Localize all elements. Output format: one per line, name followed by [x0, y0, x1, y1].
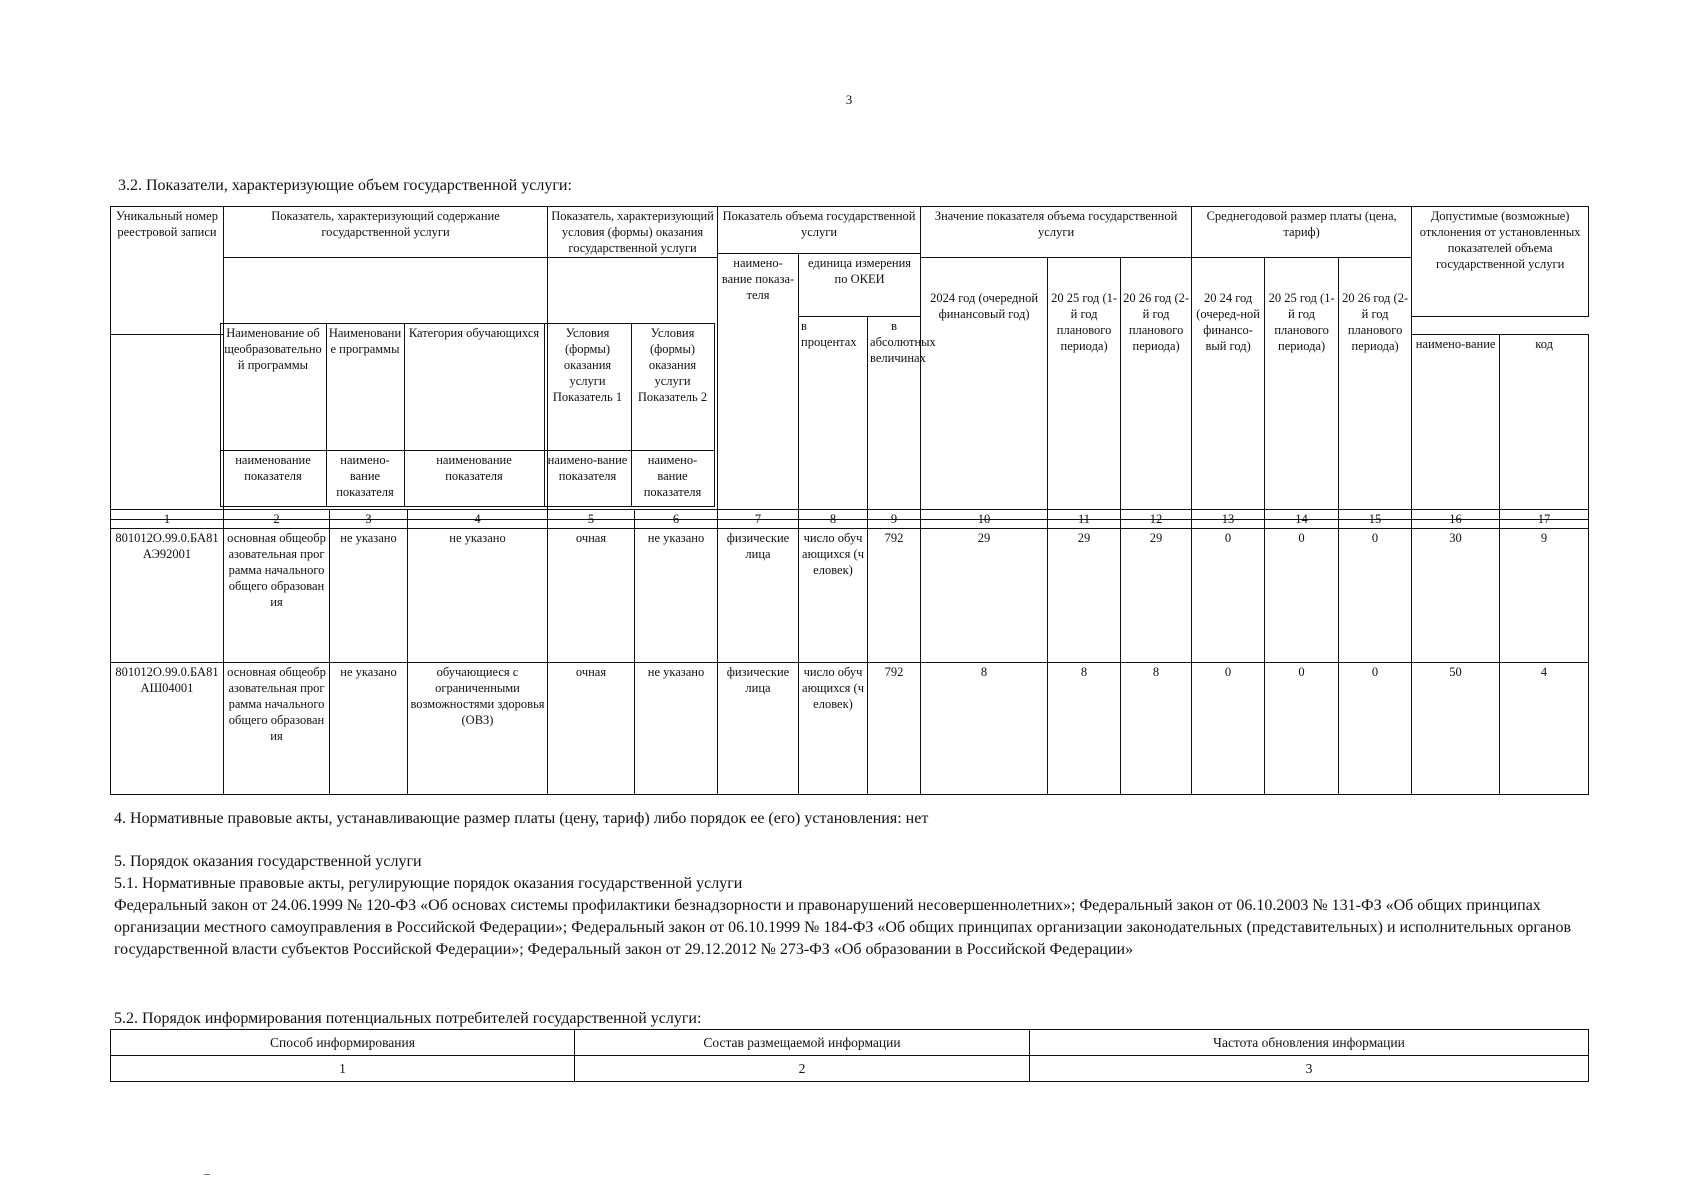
section-5-1-text: Федеральный закон от 24.06.1999 № 120-ФЗ «Об основах системы профилактики безнадзорности и правонарушений несовершеннолетних»; Федеральный закон от 06.10.2003 № 131-ФЗ «Об общих принципах организации местного самоуправления в Российской Федерации»; Федеральный закон от 06.10.1999 № 184-ФЗ «Об общих принципах организации законодательных (представительных) и исполнительных органов государственной власти субъектов Российской Федерации»; Федеральный закон от 29.12.2012 № 273-ФЗ «Об образовании в Российской Федерации» [114, 897, 1572, 958]
col-num: 17 [1500, 510, 1589, 529]
col-num: 4 [408, 510, 548, 529]
table-row [111, 529, 1589, 663]
unit-name: число обучающихся (человек) [799, 529, 868, 663]
info-header-method: Способ информирования [111, 1030, 575, 1056]
condition-1: очная [548, 529, 635, 663]
header-conditions-indicator: Показатель, характеризующий условия (формы) оказания государственной услуги [548, 207, 718, 258]
section-5-title: 5. Порядок оказания государственной услуги [114, 853, 422, 870]
section-5-2-title: 5.2. Порядок информирования потенциальных потребителей государственной услуги: [114, 1010, 702, 1027]
registry-code: 801012О.99.0.БА81АШ04001 [111, 663, 224, 795]
header-indicator-name-6: наимено-вание показателя [631, 451, 714, 507]
header-program: Наименование программы [326, 324, 404, 451]
fee-2026: 0 [1339, 663, 1412, 795]
header-deviation-percent: в процентах [799, 317, 868, 520]
condition-1: очная [548, 663, 635, 795]
deviation-absolute: 9 [1500, 529, 1589, 663]
condition-2: не указано [635, 663, 718, 795]
header-unique-number: Уникальный номер реестровой записи [111, 207, 224, 335]
col-num: 12 [1121, 510, 1192, 529]
program-name: основная общеобразовательная программа начального общего образования [224, 529, 330, 663]
header-indicator-name-3: наимено-вание показателя [326, 451, 404, 507]
deviation-percent: 30 [1412, 529, 1500, 663]
section-3-2-title: 3.2. Показатели, характеризующие объем государственной услуги: [118, 177, 572, 194]
header-year-2024: 2024 год (очередной финансовый год) [921, 258, 1048, 520]
unit-code: 792 [868, 663, 921, 795]
student-category: не указано [408, 529, 548, 663]
indicator-name: физические лица [718, 529, 799, 663]
col-num: 9 [868, 510, 921, 529]
column-number-row [111, 510, 1589, 529]
header-deviation-absolute: в абсолютных величинах [868, 317, 921, 520]
col-num: 5 [548, 510, 635, 529]
page-number: 3 [845, 92, 853, 107]
header-deviation: Допустимые (возможные) отклонения от установленных показателей объема государственной услуги [1412, 207, 1589, 317]
col-num: 14 [1265, 510, 1339, 529]
program-name: основная общеобразовательная программа начального общего образования [224, 663, 330, 795]
value-2024: 8 [921, 663, 1048, 795]
unit-code: 792 [868, 529, 921, 663]
subheader-grid [220, 323, 715, 507]
header-condition-2: Условия (формы) оказания услуги Показатель 2 [631, 324, 714, 451]
col-num: 11 [1048, 510, 1121, 529]
header-year-2026: 20 26 год (2-й год планового периода) [1121, 258, 1192, 520]
header-fee-2024: 20 24 год (очеред-ной финансо-вый год) [1192, 258, 1265, 520]
value-2026: 29 [1121, 529, 1192, 663]
header-volume-indicator: Показатель объема государственной услуги [718, 207, 921, 254]
fee-2025: 0 [1265, 663, 1339, 795]
info-header-frequency: Частота обновления информации [1030, 1030, 1589, 1056]
col-num: 6 [635, 510, 718, 529]
info-header-content: Состав размещаемой информации [575, 1030, 1030, 1056]
student-category: обучающиеся с ограниченными возможностями здоровья (ОВЗ) [408, 663, 548, 795]
header-volume-value: Значение показателя объема государственной услуги [921, 207, 1192, 258]
program-title: не указано [330, 663, 408, 795]
col-num: 1 [111, 510, 224, 529]
col-num: 16 [1412, 510, 1500, 529]
info-col-num: 2 [575, 1056, 1030, 1082]
condition-2: не указано [635, 529, 718, 663]
informing-table [110, 1029, 1589, 1082]
fee-2025: 0 [1265, 529, 1339, 663]
header-condition-1: Условия (формы) оказания услуги Показатель 1 [544, 324, 631, 451]
fee-2024: 0 [1192, 529, 1265, 663]
header-student-category: Категория обучающихся [404, 324, 544, 451]
header-unit-name: наимено-вание [1412, 335, 1500, 520]
header-unique-blank [111, 335, 224, 520]
header-indicator-name-4: наименование показателя [404, 451, 544, 507]
col-num: 13 [1192, 510, 1265, 529]
deviation-absolute: 4 [1500, 663, 1589, 795]
volume-data-table [110, 509, 1589, 795]
value-2026: 8 [1121, 663, 1192, 795]
section-4-text: 4. Нормативные правовые акты, устанавливающие размер платы (цену, тариф) либо порядок ее (его) установления: нет [114, 810, 929, 827]
header-okei-unit: единица измерения по ОКЕИ [799, 254, 921, 317]
fee-2024: 0 [1192, 663, 1265, 795]
program-title: не указано [330, 529, 408, 663]
header-unit-code: код [1500, 335, 1589, 520]
info-col-num: 1 [111, 1056, 575, 1082]
col-num: 8 [799, 510, 868, 529]
header-volume-indicator-name: наимено-вание показа-теля [718, 254, 799, 520]
deviation-percent: 50 [1412, 663, 1500, 795]
indicator-name: физические лица [718, 663, 799, 795]
unit-name: число обучающихся (человек) [799, 663, 868, 795]
col-num: 7 [718, 510, 799, 529]
header-year-2025: 20 25 год (1-й год планового периода) [1048, 258, 1121, 520]
col-num: 15 [1339, 510, 1412, 529]
header-fee-2026: 20 26 год (2-й год планового периода) [1339, 258, 1412, 520]
header-fee-2025: 20 25 год (1-й год планового периода) [1265, 258, 1339, 520]
header-indicator-name-5: наимено-вание показателя [544, 451, 631, 507]
header-indicator-name-2: наименование показателя [220, 451, 326, 507]
registry-code: 801012О.99.0.БА81АЭ92001 [111, 529, 224, 663]
value-2025: 8 [1048, 663, 1121, 795]
scan-mark [204, 1174, 210, 1175]
fee-2026: 0 [1339, 529, 1412, 663]
value-2025: 29 [1048, 529, 1121, 663]
header-average-fee: Среднегодовой размер платы (цена, тариф) [1192, 207, 1412, 258]
section-5-1-title: 5.1. Нормативные правовые акты, регулирующие порядок оказания государственной услуги [114, 875, 743, 892]
header-content-indicator: Показатель, характеризующий содержание государственной услуги [224, 207, 548, 258]
table-row [111, 663, 1589, 795]
header-program-name: Наименование общеобразовательной программы [220, 324, 326, 451]
col-num: 3 [330, 510, 408, 529]
value-2024: 29 [921, 529, 1048, 663]
info-col-num: 3 [1030, 1056, 1589, 1082]
col-num: 2 [224, 510, 330, 529]
col-num: 10 [921, 510, 1048, 529]
